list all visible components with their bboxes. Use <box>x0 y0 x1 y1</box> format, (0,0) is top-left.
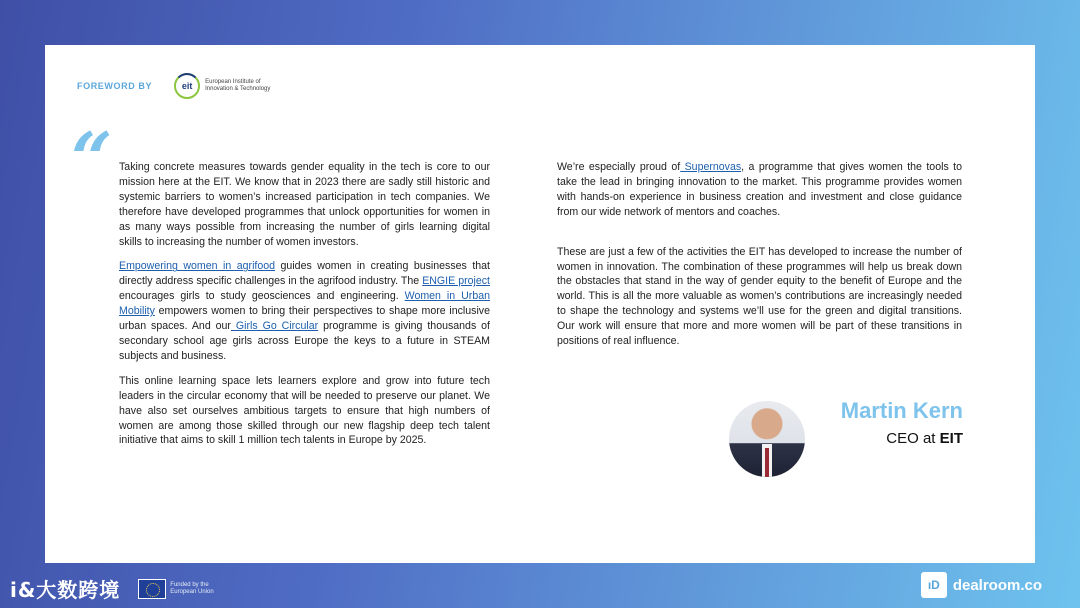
link-girls-go-circular[interactable]: Girls Go Circular <box>230 320 319 333</box>
person-role-org: EIT <box>939 430 963 447</box>
right-paragraph-1 <box>557 160 962 220</box>
foreword-card <box>45 45 1035 563</box>
person-role <box>886 430 963 447</box>
left-paragraph-1: Taking concrete measures towards gender equality in the tech is core to our mission here at the EIT. We know that in 2023 there are sadly still historic and systemic barriers to women’s increased participation in tech companies. We therefore have developed programmes that unlock opportunities for women in as many ways possible from increasing the number of girls learning digital skills to increasing the number of women investors. <box>119 161 490 248</box>
avatar <box>729 401 805 477</box>
link-women-urban-mobility[interactable]: Women in Urban Mobility <box>119 290 490 318</box>
left-paragraph-2 <box>119 259 490 363</box>
eu-flag-icon <box>138 579 166 599</box>
left-paragraph-3: This online learning space lets learners explore and grow into future tech leaders in the circular economy that will be needed to preserve our planet. We have also set ourselves ambitious targets to ensure that high numbers of women are among those skilled through our new flagship deep tech talent initiative that aims to skill 1 million tech talents in Europe by 2025. <box>119 374 490 447</box>
left-paragraph-2-text-4: programme is giving thousands of secondary school age girls across Europe the keys to a future in STEAM subjects and business. <box>119 320 491 362</box>
person-card <box>729 398 963 479</box>
foreword-header <box>77 73 270 99</box>
dealroom-logo <box>921 572 1042 598</box>
right-paragraph-2: These are just a few of the activities the EIT has developed to increase the number of women in innovation. The combination of these programmes will help us break down the obstacles that stand in the way of gender equity to the benefit of Europe and the world. This is all the more valuable as women’s contributions are increasingly needed to shape the technology and systems we’ll use for the green and digital transitions. Our work will ensure that more and more women will be part of these transitions in positions of real influence. <box>557 245 962 348</box>
footer-left <box>10 574 214 603</box>
left-paragraph-2-text-1: guides women in creating businesses that directly address specific challenges in the agrifood industry. The <box>119 260 490 288</box>
eit-logo-line2: Innovation & Technology <box>205 86 271 92</box>
eit-logo-text <box>205 79 270 93</box>
right-column <box>557 160 962 359</box>
person-name: Martin Kern <box>840 398 963 423</box>
quote-mark-icon: “ <box>71 116 113 201</box>
left-paragraph-2-text-3: empowers women to bring their perspectives to shape more inclusive urban spaces. And our <box>119 305 490 333</box>
left-column <box>119 160 490 458</box>
link-empowering-women-agrifood[interactable]: Empowering women in agrifood <box>119 260 276 273</box>
left-paragraph-2-text-2: encourages girls to study geosciences and engineering. <box>119 290 405 303</box>
dealroom-brand: dealroom.co <box>952 576 1042 594</box>
right-paragraph-1-text-2: , a programme that gives women the tools to take the lead in bringing innovation to the market. This programme provides women with hands-on experience in business creation and investment and close guidance from our wide network of mentors and coaches. <box>557 161 962 218</box>
link-supernovas[interactable]: Supernovas <box>680 161 742 173</box>
eu-funding-line1: Funded by the <box>170 581 209 588</box>
link-engie-project[interactable]: ENGIE project <box>422 275 490 288</box>
eit-logo <box>174 73 270 99</box>
right-paragraph-1-text-1: We’re especially proud of <box>557 161 681 173</box>
person-role-prefix: CEO at <box>886 430 940 447</box>
eu-funding-text <box>170 582 213 596</box>
avatar-tie <box>765 448 769 477</box>
eit-logo-line1: European Institute of <box>205 79 261 85</box>
eu-funding-line2: European Union <box>170 588 214 595</box>
watermark-brand: i&大数跨境 <box>10 578 121 602</box>
dealroom-icon: ıD <box>921 572 947 598</box>
eit-logo-icon: eit <box>174 73 200 99</box>
foreword-label: FOREWORD BY <box>77 81 153 91</box>
